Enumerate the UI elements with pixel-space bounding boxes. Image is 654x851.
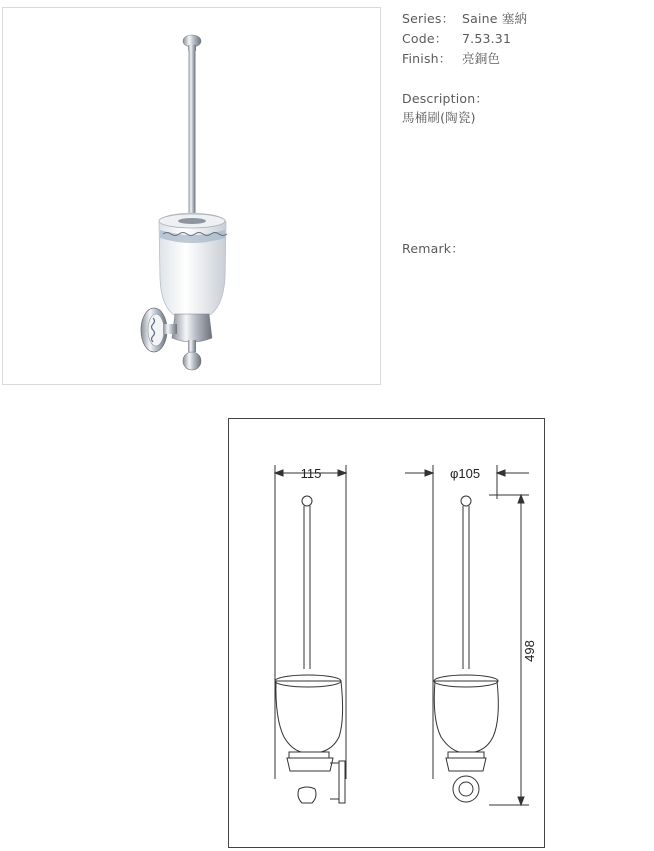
technical-drawing (228, 418, 545, 848)
width-dimension-label: 115 (300, 466, 322, 481)
finish-value: 亮銅色 (462, 51, 501, 66)
series-label: Series： (402, 11, 455, 26)
diameter-dimension-label: φ105 (449, 466, 481, 481)
toilet-brush-holder-image (3, 8, 380, 384)
series-value: Saine 塞納 (462, 11, 528, 26)
finish-row (402, 49, 500, 67)
series-row (402, 9, 527, 27)
finish-label: Finish： (402, 51, 452, 66)
code-value: 7.53.31 (462, 31, 512, 46)
height-dimension-label: 498 (522, 640, 537, 662)
description-label: Description： (402, 91, 489, 106)
product-photo (2, 7, 381, 385)
code-row (402, 29, 511, 47)
code-label: Code： (402, 31, 448, 46)
description-value: 馬桶刷(陶瓷) (402, 110, 476, 125)
remark-label: Remark： (402, 241, 464, 256)
dimension-drawing (229, 419, 544, 847)
